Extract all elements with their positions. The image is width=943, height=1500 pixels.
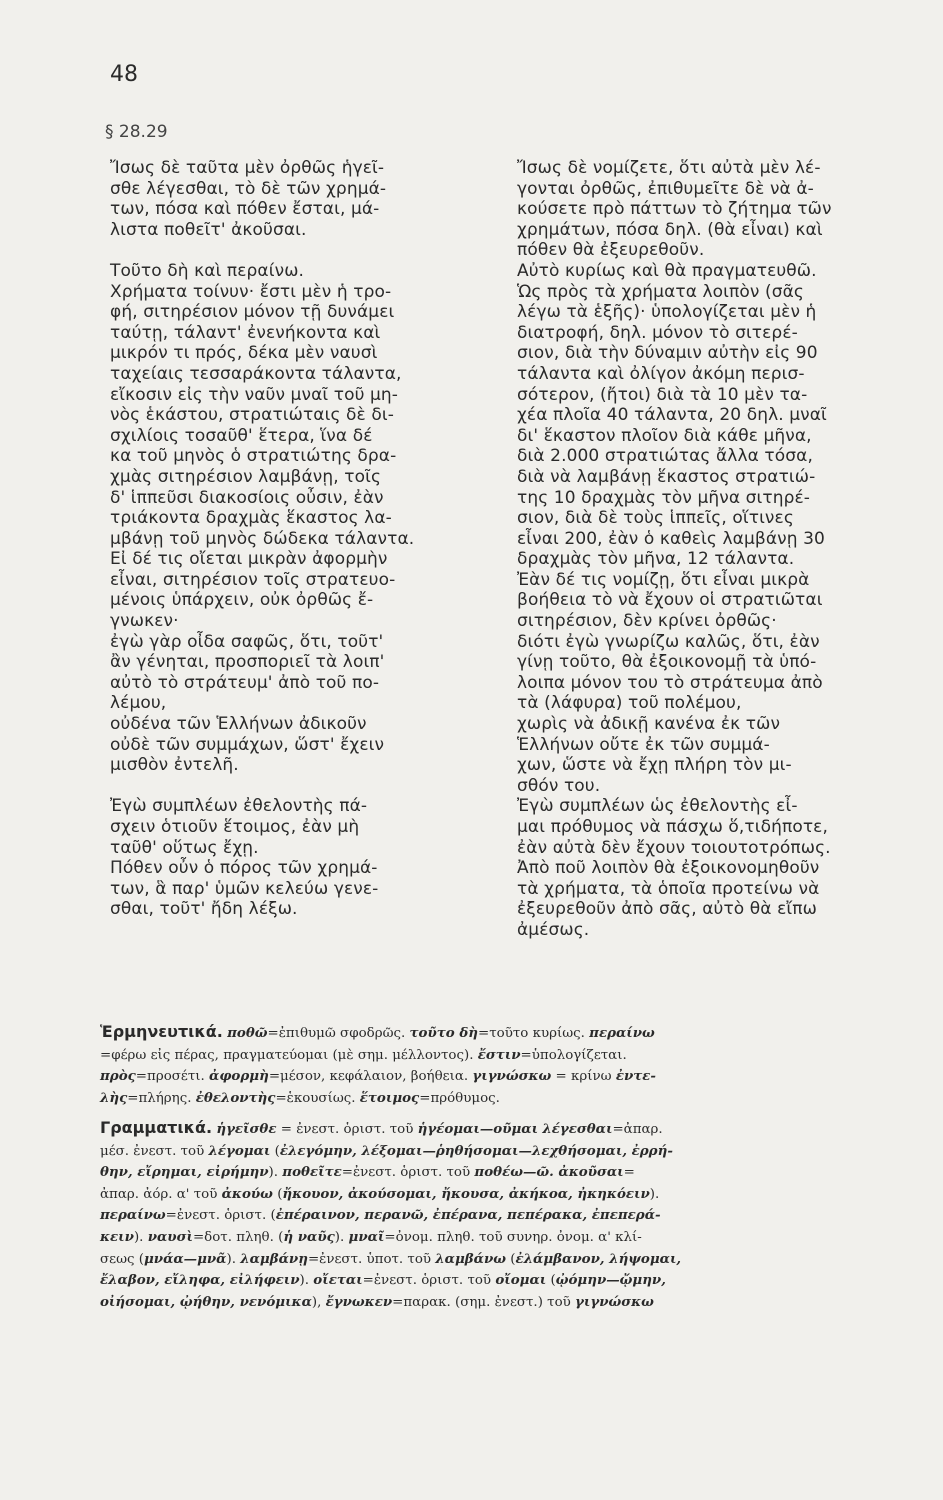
lemma: ἀκούω xyxy=(221,1185,273,1202)
lemma: γιγνώσκω xyxy=(472,1068,552,1085)
ancient-text-line: λέμου, xyxy=(110,693,167,714)
gloss: =τοῦτο κυρίως. xyxy=(478,1026,590,1041)
lemma: λέγομαι xyxy=(208,1142,271,1159)
gloss: =δοτ. πληθ. ( xyxy=(192,1229,284,1245)
translation-line: Ἐὰν δέ τις νομίζῃ, ὅτι εἶναι μικρὰ xyxy=(517,569,810,590)
grammatika-line xyxy=(100,1162,915,1184)
paragraph-gap xyxy=(110,240,495,261)
gloss: ). xyxy=(334,1229,349,1245)
lemma: κειν xyxy=(100,1228,134,1245)
translation-line: ἐξευρεθοῦν ἀπὸ σᾶς, αὐτὸ θὰ εἴπω xyxy=(517,899,817,920)
ancient-greek-text-column xyxy=(110,158,495,920)
translation-line: σιτηρέσιον, δὲν κρίνει ὀρθῶς· xyxy=(517,611,777,632)
translation-line: γονται ὀρθῶς, ἐπιθυμεῖτε δὲ νὰ ἀ- xyxy=(517,178,814,199)
translation-line: λοιπα μόνον του τὸ στράτευμα ἀπὸ xyxy=(517,672,823,693)
ancient-text-line: των, ἃ παρ' ὑμῶν κελεύω γενε- xyxy=(110,878,379,899)
lemma: ἀφορμὴ xyxy=(209,1068,269,1085)
lemma: τοῦτο δὴ xyxy=(409,1025,479,1041)
lemma: ἤκουον, ἀκούσομαι, ἤκουσα, ἀκήκοα, ἠκηκόειν xyxy=(282,1185,650,1202)
ancient-text-line: των, πόσα καὶ πόθεν ἔσται, μά- xyxy=(110,199,380,220)
hermeneutika-title: Ἑρμηνευτικά. xyxy=(100,1022,223,1041)
lemma: ἕτοιμος xyxy=(359,1089,420,1106)
translation-line: Ἑλλήνων οὔτε ἐκ τῶν συμμά- xyxy=(517,734,770,755)
translation-line: της 10 δραχμὰς τὸν μῆνα σιτηρέ- xyxy=(517,487,811,508)
ancient-text-line: ταχείαις τεσσαράκοντα τάλαντα, xyxy=(110,363,402,384)
translation-line: διατροφή, δηλ. μόνον τὸ σιτερέ- xyxy=(517,322,798,343)
gloss: ). xyxy=(299,1273,314,1289)
hermeneutika-notes xyxy=(100,1022,915,1109)
lemma: ᾠόμην—ᾤμην, xyxy=(555,1272,666,1289)
hermeneutika-line xyxy=(100,1088,915,1110)
translation-line: διὰ 2.000 στρατιώτας ἄλλα τόσα, xyxy=(517,446,813,467)
ancient-text-line: νὸς ἑκάστου, στρατιώταις δὲ δι- xyxy=(110,405,394,426)
gloss: ). xyxy=(649,1186,660,1202)
translation-line: δι' ἕκαστον πλοῖον διὰ κάθε μῆνα, xyxy=(517,425,812,446)
translation-line: τὰ χρήματα, τὰ ὁποῖα προτείνω νὰ xyxy=(517,878,820,899)
translation-line: Αὐτὸ κυρίως καὶ θὰ πραγματευθῶ. xyxy=(517,260,817,281)
lemma: λὴς xyxy=(100,1089,128,1106)
gloss: =πλήρης. xyxy=(127,1090,196,1106)
grammatika-line xyxy=(100,1292,915,1314)
gloss: =ὑπολογίζεται. xyxy=(520,1047,627,1063)
grammatika-line xyxy=(100,1270,915,1292)
grammatika-title: Γραμματικά. xyxy=(100,1118,213,1137)
hermeneutika-line xyxy=(100,1022,915,1045)
translation-line: γίνῃ τοῦτο, θὰ ἐξοικονομῇ τὰ ὑπό- xyxy=(517,652,817,673)
lemma: οἴομαι xyxy=(495,1272,547,1289)
gloss: ). xyxy=(226,1251,241,1267)
hermeneutika-line xyxy=(100,1045,915,1067)
gloss: ( xyxy=(506,1251,516,1267)
gloss: =πρόθυμος. xyxy=(419,1090,500,1106)
lemma: πρὸς xyxy=(100,1068,136,1085)
section-heading: § 28.29 xyxy=(105,122,168,142)
ancient-text-line: μβάνῃ τοῦ μηνὸς δώδεκα τάλαντα. xyxy=(110,528,415,549)
ancient-text-line: ταῦθ' οὕτως ἔχῃ. xyxy=(110,837,259,858)
gloss: =φέρω εἰς πέρας, πραγματεύομαι (μὲ σημ. μέλλοντος). xyxy=(100,1047,478,1063)
ancient-text-line: κα τοῦ μηνὸς ὁ στρατιώτης δρα- xyxy=(110,446,397,467)
translation-line: δραχμὰς τὸν μῆνα, 12 τάλαντα. xyxy=(517,549,795,570)
ancient-text-line: Τοῦτο δὴ καὶ περαίνω. xyxy=(110,260,305,281)
gloss: =μέσον, κεφάλαιον, βοήθεια. xyxy=(268,1069,473,1085)
gloss: = ἐνεστ. ὁριστ. τοῦ xyxy=(276,1122,418,1137)
grammatika-notes xyxy=(100,1118,915,1313)
ancient-text-line: φή, σιτηρέσιον μόνον τῇ δυνάμει xyxy=(110,302,395,323)
gloss: =ἐνεστ. ὑποτ. τοῦ xyxy=(307,1251,436,1267)
translation-line: χέα πλοῖα 40 τάλαντα, 20 δηλ. μναῖ xyxy=(517,405,827,426)
lemma: περαίνω xyxy=(589,1025,655,1041)
lemma: ἐλάμβανον, λήψομαι, xyxy=(515,1250,682,1267)
gloss: ). xyxy=(133,1229,148,1245)
lemma: ναυσὶ xyxy=(147,1228,193,1245)
lemma: ἔστιν xyxy=(477,1046,521,1063)
ancient-text-line: ἐγὼ γὰρ οἶδα σαφῶς, ὅτι, τοῦτ' xyxy=(110,631,384,652)
ancient-text-line: Ἐγὼ συμπλέων ἐθελοντὴς πά- xyxy=(110,796,368,817)
hermeneutika-line xyxy=(100,1066,915,1088)
translation-line: σιον, διὰ δὲ τοὺς ἱππεῖς, οἵτινες xyxy=(517,508,794,529)
translation-line: μαι πρόθυμος νὰ πάσχω ὅ,τιδήποτε, xyxy=(517,817,828,837)
ancient-text-line: Εἰ δέ τις οἴεται μικρὰν ἀφορμὴν xyxy=(110,549,388,570)
ancient-text-line: γνωκεν· xyxy=(110,611,179,632)
ancient-text-line: Ἴσως δὲ ταῦτα μὲν ὀρθῶς ἡγεῖ- xyxy=(110,158,385,178)
translation-line: σότερον, (ἤτοι) διὰ τὰ 10 μὲν τα- xyxy=(517,384,808,405)
gloss: μέσ. ἐνεστ. τοῦ xyxy=(100,1143,209,1159)
paragraph-gap xyxy=(110,776,495,797)
gloss: =ἐπιθυμῶ σφοδρῶς. xyxy=(267,1026,410,1041)
translation-line: πόθεν θὰ ἐξευρεθοῦν. xyxy=(517,240,705,261)
lemma: ποθεῖτε xyxy=(282,1164,342,1181)
gloss: ), xyxy=(311,1294,326,1310)
gloss: =ὀνομ. πληθ. τοῦ συνηρ. ὀνομ. α' κλί- xyxy=(384,1229,642,1245)
gloss: =ἑκουσίως. xyxy=(275,1090,360,1106)
gloss: =ἐνεστ. ὁριστ. ( xyxy=(165,1208,276,1224)
translation-line: διὰ νὰ λαμβάνῃ ἕκαστος στρατιώ- xyxy=(517,466,816,487)
translation-line: βοήθεια τὸ νὰ ἔχουν οἱ στρατιῶται xyxy=(517,590,823,611)
translation-line: Ἀπὸ ποῦ λοιπὸν θὰ ἐξοικονομηθοῦν xyxy=(517,858,820,879)
translation-line: τὰ (λάφυρα) τοῦ πολέμου, xyxy=(517,693,742,714)
ancient-text-line: ταύτῃ, τάλαντ' ἐνενήκοντα καὶ xyxy=(110,322,381,343)
gloss: ( xyxy=(270,1143,280,1159)
lemma: θην, εἴρημαι, εἰρήμην xyxy=(100,1164,269,1181)
lemma: ἔλαβον, εἴληφα, εἰλήφειν xyxy=(100,1272,300,1289)
gloss: =ἐνεστ. ὁριστ. τοῦ xyxy=(362,1273,496,1289)
page-number: 48 xyxy=(110,62,138,87)
lemma: ποθῶ xyxy=(227,1025,268,1041)
ancient-text-line: εἴκοσιν εἰς τὴν ναῦν μναῖ τοῦ μη- xyxy=(110,384,399,405)
translation-line: Ἴσως δὲ νομίζετε, ὅτι αὐτὰ μὲν λέ- xyxy=(517,158,821,178)
gloss: =ἐνεστ. ὁριστ. τοῦ xyxy=(341,1165,475,1181)
grammatika-line xyxy=(100,1184,915,1206)
lemma: λαμβάνω xyxy=(435,1250,507,1267)
ancient-text-line: χμὰς σιτηρέσιον λαμβάνῃ, τοῖς xyxy=(110,466,382,487)
ancient-text-line: λιστα ποθεῖτ' ἀκοῦσαι. xyxy=(110,219,307,240)
translation-line: χρημάτων, πόσα δηλ. (θὰ εἶναι) καὶ xyxy=(517,219,823,240)
translation-line: χωρὶς νὰ ἀδικῇ κανένα ἐκ τῶν xyxy=(517,714,781,735)
ancient-text-line: δ' ἱππεῦσι διακοσίοις οὖσιν, ἐὰν xyxy=(110,487,384,508)
lemma: μναῖ xyxy=(348,1228,385,1245)
gloss: =παρακ. (σημ. ἐνεστ.) τοῦ xyxy=(392,1294,576,1310)
lemma: λαμβάνῃ xyxy=(240,1250,308,1267)
lemma: ποθέω—ῶ. ἀκοῦσαι xyxy=(474,1164,624,1181)
ancient-text-line: οὐδένα τῶν Ἑλλήνων ἀδικοῦν xyxy=(110,714,367,735)
ancient-text-line: Χρήματα τοίνυν· ἔστι μὲν ἡ τρο- xyxy=(110,281,392,302)
ancient-text-line: Πόθεν οὖν ὁ πόρος τῶν χρημά- xyxy=(110,858,378,879)
translation-line: ἀμέσως. xyxy=(517,919,590,940)
ancient-text-line: σχειν ὁτιοῦν ἕτοιμος, ἐὰν μὴ xyxy=(110,817,360,837)
translation-line: ἐὰν αὐτὰ δὲν ἔχουν τοιουτοτρόπως. xyxy=(517,837,831,858)
translation-line: σθόν του. xyxy=(517,775,601,796)
gloss: σεως ( xyxy=(100,1251,144,1267)
ancient-text-line: μικρόν τι πρός, δέκα μὲν ναυσὶ xyxy=(110,343,378,364)
lemma: γιγνώσκω xyxy=(575,1293,654,1310)
lemma: ἡγεῖσθε xyxy=(216,1121,277,1137)
lemma: ἐλεγόμην, λέξομαι—ῥηθήσομαι—λεχθήσομαι, ἐρρή- xyxy=(279,1142,673,1159)
lemma: μνάα—μνᾶ xyxy=(143,1250,227,1267)
lemma: οἰήσομαι, ᾠήθην, νενόμικα xyxy=(100,1293,312,1310)
ancient-text-line: μένοις ὑπάρχειν, οὐκ ὀρθῶς ἔ- xyxy=(110,590,374,611)
gloss: ( xyxy=(272,1186,283,1202)
translation-line: διότι ἐγὼ γνωρίζω καλῶς, ὅτι, ἐὰν xyxy=(517,631,820,652)
lemma: ἐπέραινον, περανῶ, ἐπέρανα, πεπέρακα, ἐπεπερά- xyxy=(275,1207,661,1224)
gloss: =ἀπαρ. xyxy=(612,1122,663,1137)
ancient-text-line: σχιλίοις τοσαῦθ' ἕτερα, ἵνα δέ xyxy=(110,425,373,446)
ancient-text-line: εἶναι, σιτηρέσιον τοῖς στρατευο- xyxy=(110,569,396,590)
translation-line: εἶναι 200, ἐὰν ὁ καθεὶς λαμβάνῃ 30 xyxy=(517,528,825,549)
modern-greek-translation-column xyxy=(517,158,917,941)
gloss: = xyxy=(623,1165,635,1181)
lemma: λέγεσθαι xyxy=(542,1121,613,1137)
lemma: ἐθελοντὴς xyxy=(195,1089,276,1106)
ancient-text-line: σθε λέγεσθαι, τὸ δὲ τῶν χρημά- xyxy=(110,178,387,199)
ancient-text-line: ἂν γένηται, προσποριεῖ τὰ λοιπ' xyxy=(110,652,385,673)
ancient-text-line: σθαι, τοῦτ' ἤδη λέξω. xyxy=(110,899,298,920)
lemma: περαίνω xyxy=(100,1207,166,1224)
ancient-text-line: τριάκοντα δραχμὰς ἕκαστος λα- xyxy=(110,508,392,529)
grammatika-line xyxy=(100,1249,915,1271)
translation-line: σιον, διὰ τὴν δύναμιν αὐτὴν εἰς 90 xyxy=(517,343,818,364)
translation-line: λέγω τὰ ἑξῆς)· ὑπολογίζεται μὲν ἡ xyxy=(517,302,817,323)
lemma: ἡγέομαι—οῦμαι xyxy=(417,1121,539,1137)
translation-line: χων, ὥστε νὰ ἔχῃ πλήρη τὸν μι- xyxy=(517,755,792,776)
lemma: οἴεται xyxy=(313,1272,363,1289)
translation-line: Ὡς πρὸς τὰ χρήματα λοιπὸν (σᾶς xyxy=(517,281,804,302)
gloss: = κρίνω xyxy=(551,1069,616,1085)
ancient-text-line: οὐδὲ τῶν συμμάχων, ὥστ' ἔχειν xyxy=(110,734,385,755)
gloss: ( xyxy=(546,1273,556,1289)
lemma: ἐντε- xyxy=(615,1068,656,1085)
ancient-text-line: μισθὸν ἐντελῆ. xyxy=(110,755,239,776)
grammatika-line xyxy=(100,1118,915,1141)
grammatika-line xyxy=(100,1227,915,1249)
gloss: =προσέτι. xyxy=(135,1069,210,1085)
gloss: ἀπαρ. ἀόρ. α' τοῦ xyxy=(100,1186,222,1202)
translation-line: τάλαντα καὶ ὀλίγον ἀκόμη περισ- xyxy=(517,363,805,384)
lemma: ἡ ναῦς xyxy=(283,1228,335,1245)
grammatika-line xyxy=(100,1205,915,1227)
translation-line: κούσετε πρὸ πάττων τὸ ζήτημα τῶν xyxy=(517,199,832,220)
grammatika-line xyxy=(100,1141,915,1163)
translation-line: Ἐγὼ συμπλέων ὡς ἐθελοντὴς εἶ- xyxy=(517,796,798,817)
lemma: ἔγνωκεν xyxy=(325,1293,393,1310)
gloss: ). xyxy=(268,1165,283,1181)
ancient-text-line: αὐτὸ τὸ στράτευμ' ἀπὸ τοῦ πο- xyxy=(110,672,380,693)
